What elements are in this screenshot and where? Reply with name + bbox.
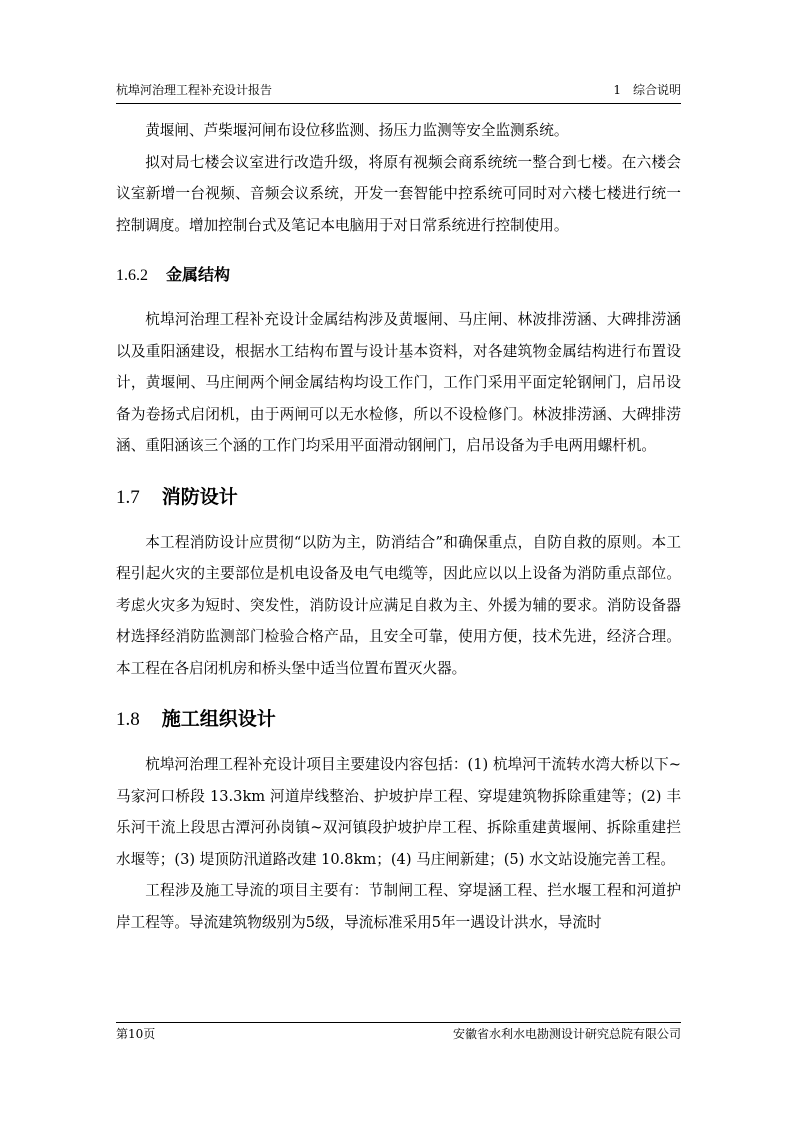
section-number: 1.6.2 xyxy=(116,267,148,284)
section-heading-1-8 xyxy=(116,704,681,735)
footer-company: 安徽省水利水电勘测设计研究总院有限公司 xyxy=(452,1027,681,1041)
page-header xyxy=(116,80,681,100)
document-body xyxy=(116,115,681,938)
header-rule xyxy=(116,103,681,104)
section-number: 1.7 xyxy=(116,486,140,508)
header-report-title: 杭埠河治理工程补充设计报告 xyxy=(116,83,273,97)
paragraph-fire-protection: 本工程消防设计应贯彻“以防为主，防消结合”和确保重点，自防自救的原则。本工程引起火灾的主要部位是机电设备及电气电缆等，因此应以以上设备为消防重点部位。考虑火灾多为短时、突发性，消防设计应满足自救为主、外援为辅的要求。消防设备器材选择经消防监测部门检验合格产品，且安全可靠，使用方便，技术先进，经济合理。本工程在各启闭机房和桥头堡中适当位置布置灭火器。 xyxy=(116,533,681,677)
section-title: 金属结构 xyxy=(166,265,231,284)
paragraph-meeting-room: 拟对局七楼会议室进行改造升级，将原有视频会商系统统一整合到七楼。在六楼会议室新增一台视频、音频会议系统，开发一套智能中控系统可同时对六楼七楼进行统一控制调度。增加控制台式及笔记本电脑用于对日常系统进行控制使用。 xyxy=(116,153,681,234)
paragraph-diversion: 工程涉及施工导流的项目主要有：节制闸工程、穿堤涵工程、拦水堰工程和河道护岸工程等。导流建筑物级别为5级，导流标准采用5年一遇设计洪水，导流时 xyxy=(116,882,681,931)
paragraph-construction-scope: 杭埠河治理工程补充设计项目主要建设内容包括：(1) 杭埠河干流转水湾大桥以下~马家河口桥段 13.3km 河道岸线整治、护坡护岸工程、穿堤建筑物拆除重建等；(2) 丰乐河干流上段思古潭河孙岗镇~双河镇段护坡护岸工程、拆除重建黄堰闸、拆除重建拦水堰等；(3) 堤顶防汛道路改建 10.8km；(4) 马庄闸新建；(5) 水文站设施完善工程。 xyxy=(116,756,681,868)
header-chapter: 1 综合说明 xyxy=(613,83,681,97)
section-heading-1-7 xyxy=(116,482,681,513)
paragraph-metal-structure: 杭埠河治理工程补充设计金属结构涉及黄堰闸、马庄闸、林波排涝涵、大碑排涝涵以及重阳涵建设，根据水工结构布置与设计基本资料，对各建筑物金属结构进行布置设计，黄堰闸、马庄闸两个闸金属结构均设工作门，工作门采用平面定轮钢闸门，启吊设备为卷扬式启闭机，由于两闸可以无水检修，所以不设检修门。林波排涝涵、大碑排涝涵、重阳涵该三个涵的工作门均采用平面滑动钢闸门，启吊设备为手电两用螺杆机。 xyxy=(116,311,681,454)
paragraph-monitoring: 黄堰闸、芦柴堰河闸布设位移监测、扬压力监测等安全监测系统。 xyxy=(145,122,569,139)
footer-rule xyxy=(116,1022,681,1023)
footer-page-number: 第10页 xyxy=(116,1027,156,1041)
section-title: 消防设计 xyxy=(161,485,238,508)
section-heading-1-6-2 xyxy=(116,261,681,290)
section-title: 施工组织设计 xyxy=(161,708,276,730)
page-footer xyxy=(116,1024,681,1044)
section-number: 1.8 xyxy=(116,709,140,730)
